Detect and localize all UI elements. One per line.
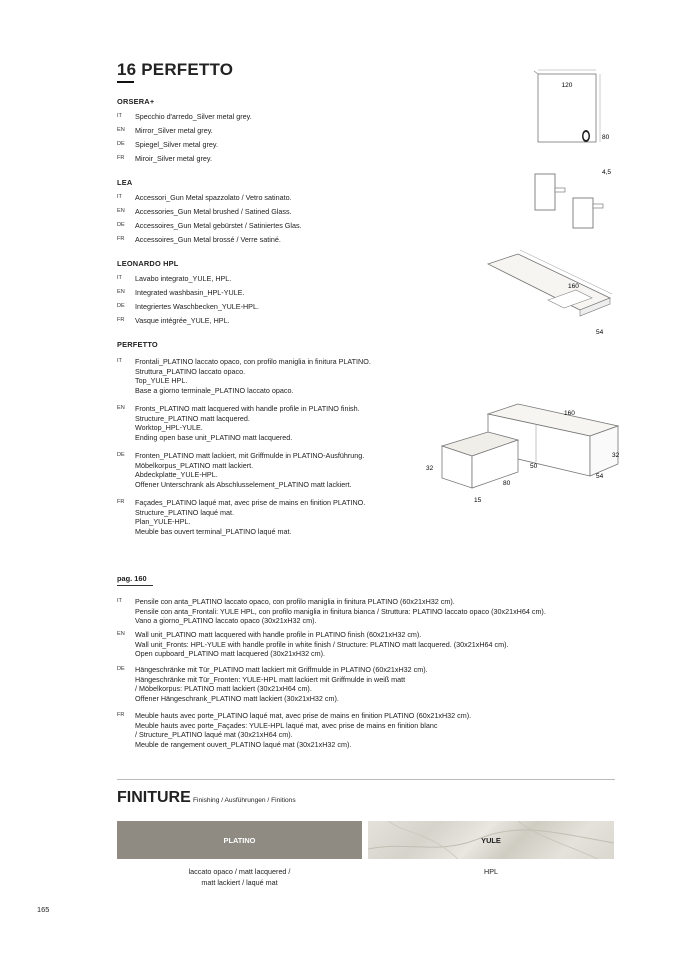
list-item: EN Mirror_Silver metal grey. [117, 126, 213, 135]
furniture-drawing [420, 396, 620, 506]
list-item: DE Fronten_PLATINO matt lackiert, mit Griffmulde in PLATINO-Ausführung. Möbelkorpus_PLATINO matt lackiert. Abdeckplatte_YULE-HPL. Offener Unterschrank als Abschlusselement_PLATINO matt lackiert. [117, 451, 365, 489]
list-item: FR Meuble hauts avec porte_PLATINO laqué mat, avec prise de mains en finition PLATINO (60x21xH32 cm). Meuble hauts avec porte_Façades: YULE-HPL laqué mat, avec prise de mains en finition blanc / Structure_PLATINO laqué mat (30x21xH64 cm). Meuble de rangement ouvert_PLATINO laqué mat (30x21xH32 cm). [117, 711, 472, 749]
washbasin-drawing [480, 248, 620, 340]
title-underline [117, 81, 134, 83]
dim-label: 50 [530, 463, 538, 470]
section-heading: LEA [117, 178, 133, 187]
list-item: DE Spiegel_Silver metal grey. [117, 140, 218, 149]
dim-label: 54 [596, 329, 604, 336]
dim-label: 160 [568, 283, 579, 290]
page-reference: pag. 160 [117, 574, 147, 583]
finish-caption: HPL [484, 867, 498, 876]
mirror-drawing [500, 62, 620, 182]
list-item: DE Hängeschränke mit Tür_PLATINO matt lackiert mit Griffmulde in PLATINO (60x21xH32 cm). Hängeschränke mit Tür_Fronten: YULE-HPL matt lackiert mit Griffmulde in weiß matt / Möbelkorpus: PLATINO matt lackiert (30x21xH64 cm). Offener Hängeschrank_PLATINO matt lackiert (30x21xH32 cm). [117, 665, 428, 703]
finiture-title: FINITURE [117, 789, 191, 806]
list-item: DE Integriertes Waschbecken_YULE-HPL. [117, 302, 259, 311]
list-item: EN Integrated washbasin_HPL-YULE. [117, 288, 245, 297]
dim-label: 4,5 [602, 169, 612, 176]
list-item: FR Vasque intégrée_YULE, HPL. [117, 316, 230, 325]
accessories-drawing [525, 168, 615, 238]
finish-swatch-yule: YULE [368, 821, 614, 859]
list-item: IT Specchio d'arredo_Silver metal grey. [117, 112, 252, 121]
list-item: IT Frontali_PLATINO laccato opaco, con profilo maniglia in finitura PLATINO. Struttura_PLATINO laccato opaco. Top_YULE HPL. Base a giorno terminale_PLATINO laccato opaco. [117, 357, 371, 395]
list-item: FR Miroir_Silver metal grey. [117, 154, 212, 163]
list-item: DE Accessoires_Gun Metal gebürstet / Satiniertes Glas. [117, 221, 302, 230]
dim-label: 32 [612, 452, 620, 459]
list-item: EN Fronts_PLATINO matt lacquered with handle profile in PLATINO finish. Structure_PLATINO matt lacquered. Worktop_HPL-YULE. Ending open base unit_PLATINO matt lacquered. [117, 404, 360, 442]
finish-caption: laccato opaco / matt lacquered / matt lackiert / laqué mat [188, 867, 291, 887]
dim-label: 120 [561, 82, 573, 89]
list-item: EN Accessories_Gun Metal brushed / Satined Glass. [117, 207, 292, 216]
section-heading: ORSERA+ [117, 97, 155, 106]
dim-label: 54 [596, 473, 604, 480]
dim-label: 80 [602, 134, 610, 141]
section-heading: PERFETTO [117, 340, 158, 349]
list-item: FR Accessoires_Gun Metal brossé / Verre satiné. [117, 235, 281, 244]
finish-swatch-platino: PLATINO [117, 821, 362, 859]
dim-label: 80 [503, 480, 511, 487]
dim-label: 160 [564, 410, 575, 417]
finiture-subtitle: Finishing / Ausführungen / Finitions [193, 797, 296, 804]
list-item: IT Lavabo integrato_YULE, HPL. [117, 274, 232, 283]
page-title: 16 PERFETTO [117, 60, 234, 79]
page-number: 165 [37, 905, 50, 914]
section-heading: LEONARDO HPL [117, 259, 179, 268]
divider [117, 585, 153, 586]
dim-label: 15 [474, 497, 482, 504]
dim-label: 32 [426, 465, 434, 472]
list-item: FR Façades_PLATINO laqué mat, avec prise de mains en finition PLATINO. Structure_PLATINO laqué mat. Plan_YULE-HPL. Meuble bas ouvert terminal_PLATINO laqué mat. [117, 498, 366, 536]
list-item: IT Pensile con anta_PLATINO laccato opaco, con profilo maniglia in finitura PLATINO (60x21xH32 cm). Pensile con anta_Frontali: YULE HPL, con profilo maniglia in finitura bianca / Struttura: PLATINO laccato opaco (30x21xH64 cm). Vano a giorno_PLATINO laccato opaco (30x21xH32 cm). [117, 597, 546, 626]
list-item: EN Wall unit_PLATINO matt lacquered with handle profile in PLATINO finish (60x21xH32 cm). Wall unit_Fronts: HPL-YULE with handle profile in white finish / Structure: PLATINO matt lacquered. (30x21xH64 cm). Open cupboard_PLATINO matt lacquered (30x21xH32 cm). [117, 630, 509, 659]
list-item: IT Accessori_Gun Metal spazzolato / Vetro satinato. [117, 193, 292, 202]
divider [117, 779, 615, 780]
